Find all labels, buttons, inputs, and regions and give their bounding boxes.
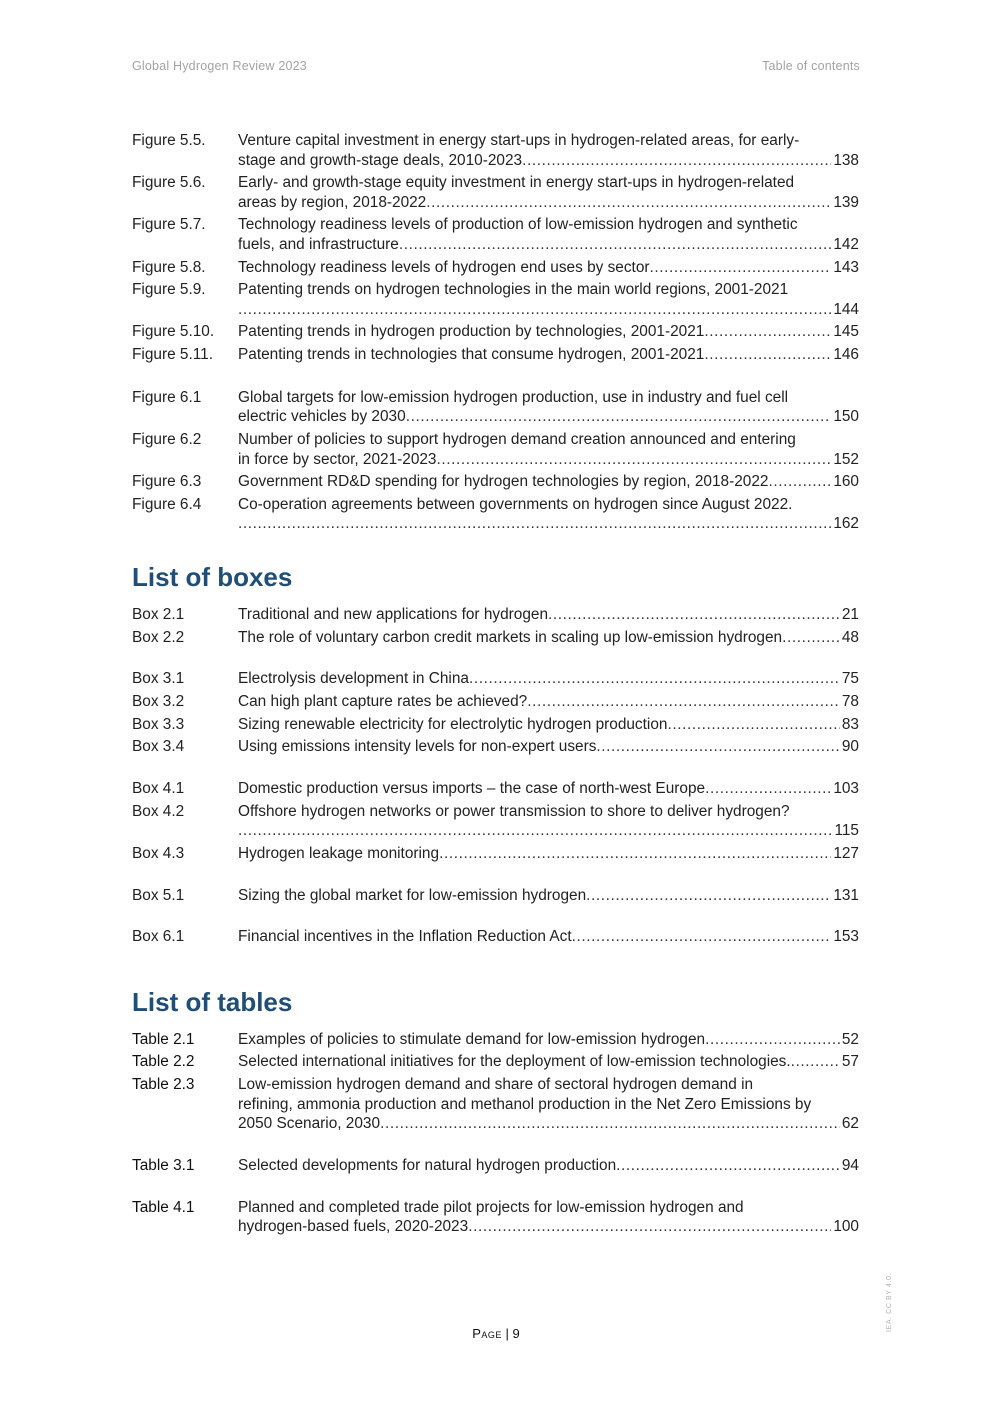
spacer xyxy=(132,1179,859,1198)
toc-entry[interactable] xyxy=(132,802,859,841)
list-of-tables-heading: List of tables xyxy=(132,986,293,1017)
spacer xyxy=(132,867,859,886)
box-group-2 xyxy=(132,605,859,647)
toc-entry[interactable] xyxy=(132,472,859,492)
toc-entry-line: Low-emission hydrogen demand and share of sectoral hydrogen demand in xyxy=(238,1076,754,1094)
toc-entry-label: Box 4.2 xyxy=(132,802,185,820)
toc-entry-title xyxy=(238,692,859,712)
toc-entry-text: Can high plant capture rates be achieved? xyxy=(238,692,528,710)
toc-entry-line: Offshore hydrogen networks or power transmission to shore to deliver hydrogen? xyxy=(238,802,790,820)
toc-entry[interactable] xyxy=(132,280,859,319)
toc-entry-label: Table 3.1 xyxy=(132,1156,195,1174)
dot-leader xyxy=(439,844,831,864)
toc-entry-label: Table 4.1 xyxy=(132,1198,195,1216)
toc-entry-line xyxy=(238,779,859,799)
toc-entry-text: areas by region, 2018-2022 xyxy=(238,193,427,211)
list-of-boxes-heading: List of boxes xyxy=(132,561,293,592)
dot-leader xyxy=(704,345,831,365)
toc-entry-line xyxy=(238,1217,859,1237)
toc-entry-page: 144 xyxy=(833,300,859,318)
toc-entry-line xyxy=(238,669,859,689)
toc-entry-text: Sizing renewable electricity for electrolytic hydrogen production xyxy=(238,715,668,733)
toc-entry-page: 100 xyxy=(833,1218,859,1235)
dot-leader xyxy=(768,472,831,492)
toc-entry-page: 21 xyxy=(841,605,859,623)
toc-entry-label: Box 2.1 xyxy=(132,605,185,623)
toc-entry-text: 2050 Scenario, 2030 xyxy=(238,1115,381,1133)
box-group-4 xyxy=(132,779,859,863)
toc-entry-line xyxy=(238,514,859,534)
toc-entry-page: 145 xyxy=(833,323,859,341)
dot-leader xyxy=(548,605,840,625)
toc-entry-page: 139 xyxy=(833,193,859,211)
toc-entry-page: 150 xyxy=(833,408,859,426)
toc-entry-label: Figure 5.5. xyxy=(132,132,206,149)
toc-entry-title xyxy=(238,131,859,170)
toc-entry-text: Sizing the global market for low-emission hydrogen xyxy=(238,886,587,904)
license-text: IEA. CC BY 4.0. xyxy=(886,1272,893,1332)
toc-entry-text: electric vehicles by 2030 xyxy=(238,408,406,426)
dot-leader xyxy=(616,1156,840,1176)
toc-entry[interactable] xyxy=(132,1075,859,1134)
dot-leader xyxy=(572,927,832,947)
toc-entry-text: hydrogen-based fuels, 2020-2023 xyxy=(238,1218,469,1235)
toc-entry-label: Figure 5.9. xyxy=(132,281,206,299)
dot-leader xyxy=(667,715,839,735)
toc-entry[interactable] xyxy=(132,173,859,212)
toc-entry[interactable] xyxy=(132,715,859,735)
toc-entry-line xyxy=(238,821,859,841)
toc-entry[interactable] xyxy=(132,495,859,534)
toc-entry[interactable] xyxy=(132,1198,859,1237)
toc-entry[interactable] xyxy=(132,927,859,947)
dot-leader xyxy=(586,886,831,906)
toc-entry-page: 142 xyxy=(833,235,859,253)
toc-entry-text: Selected developments for natural hydrogen production xyxy=(238,1156,617,1174)
toc-entry-label: Figure 5.7. xyxy=(132,216,206,234)
toc-entry-label: Figure 5.11. xyxy=(132,346,213,364)
toc-entry-line xyxy=(238,407,859,427)
toc-entry-line xyxy=(238,235,859,255)
toc-entry-label: Box 4.3 xyxy=(132,844,185,862)
toc-entry-title xyxy=(238,927,859,947)
toc-entry[interactable] xyxy=(132,605,859,625)
toc-entry-line: Planned and completed trade pilot projects for low-emission hydrogen and xyxy=(238,1198,744,1216)
dot-leader xyxy=(238,821,832,841)
table-group-3 xyxy=(132,1156,859,1176)
toc-entry[interactable] xyxy=(132,779,859,799)
toc-entry-page: 48 xyxy=(841,628,859,646)
toc-entry-line xyxy=(238,258,859,278)
toc-entry-line xyxy=(238,151,859,171)
toc-entry-page: 103 xyxy=(833,780,859,797)
dot-leader xyxy=(238,514,831,534)
spacer xyxy=(132,650,859,669)
dot-leader xyxy=(469,669,840,689)
toc-entry-line xyxy=(238,1030,859,1050)
toc-entry-text: Traditional and new applications for hydrogen xyxy=(238,605,548,623)
toc-entry-line xyxy=(238,1156,859,1176)
toc-entry-page: 152 xyxy=(833,450,859,468)
toc-entry[interactable] xyxy=(132,1052,859,1072)
toc-entry-text: stage and growth-stage deals, 2010-2023 xyxy=(238,151,523,169)
dot-leader xyxy=(426,193,831,213)
toc-entry-title xyxy=(238,1198,859,1237)
toc-entry-line: Global targets for low-emission hydrogen production, use in industry and fuel cell xyxy=(238,388,789,406)
toc-entry-label: Figure 6.2 xyxy=(132,431,202,448)
running-header-section: Table of contents xyxy=(762,59,860,73)
toc-entry-line xyxy=(238,844,859,864)
toc-entry-line xyxy=(238,1052,859,1072)
toc-entry-text: The role of voluntary carbon credit markets in scaling up low-emission hydrogen xyxy=(238,628,783,646)
dot-leader xyxy=(782,628,840,648)
table-group-4 xyxy=(132,1198,859,1237)
toc-entry-page: 75 xyxy=(841,670,859,688)
toc-entry-title xyxy=(238,605,859,625)
toc-entry-line xyxy=(238,300,859,320)
box-group-6 xyxy=(132,927,859,947)
toc-entry-title xyxy=(238,345,859,365)
toc-entry-line xyxy=(238,345,859,365)
toc-entry-title xyxy=(238,737,859,757)
toc-entry-title xyxy=(238,280,859,319)
dot-leader xyxy=(650,258,832,278)
toc-entry-title xyxy=(238,215,859,254)
spacer xyxy=(132,1137,859,1156)
spacer xyxy=(132,368,859,388)
dot-leader xyxy=(596,737,839,757)
toc-entry-page: 90 xyxy=(841,738,859,756)
dot-leader xyxy=(468,1217,831,1237)
dot-leader xyxy=(380,1114,840,1134)
toc-entry-label: Figure 5.6. xyxy=(132,174,206,192)
toc-entry[interactable] xyxy=(132,886,859,906)
toc-entry-title xyxy=(238,472,859,492)
toc-entry-label: Figure 6.3 xyxy=(132,473,202,491)
toc-entry-page: 160 xyxy=(833,473,859,491)
toc-entry[interactable] xyxy=(132,692,859,712)
toc-entry-page: 94 xyxy=(841,1156,859,1174)
toc-entry-line xyxy=(238,472,859,492)
spacer xyxy=(132,760,859,779)
license-note xyxy=(886,1272,896,1332)
toc-entry-title xyxy=(238,430,859,469)
page-footer xyxy=(0,1326,992,1341)
dot-leader xyxy=(406,407,832,427)
toc-entry-text: Financial incentives in the Inflation Reduction Act xyxy=(238,928,572,946)
toc-entry[interactable] xyxy=(132,430,859,469)
toc-entry[interactable] xyxy=(132,628,859,648)
toc-entry-title xyxy=(238,495,859,534)
toc-entry-title xyxy=(238,715,859,735)
figure-group-5 xyxy=(132,131,859,365)
toc-entry-page: 78 xyxy=(841,692,859,710)
toc-entry-title xyxy=(238,844,859,864)
toc-entry[interactable] xyxy=(132,1156,859,1176)
toc-entry[interactable] xyxy=(132,345,859,365)
toc-entry-line: Number of policies to support hydrogen demand creation announced and entering xyxy=(238,431,796,448)
toc-entry-label: Figure 5.10. xyxy=(132,323,215,341)
dot-leader xyxy=(705,779,831,799)
toc-entry-text: Patenting trends in hydrogen production by technologies, 2001-2021 xyxy=(238,323,705,341)
running-header-title: Global Hydrogen Review 2023 xyxy=(132,59,307,73)
list-of-boxes xyxy=(132,605,859,947)
toc-entry-title xyxy=(238,322,859,342)
toc-entry-title xyxy=(238,669,859,689)
toc-entry[interactable] xyxy=(132,669,859,689)
box-group-5 xyxy=(132,886,859,906)
toc-entry-page: 143 xyxy=(833,258,859,276)
toc-entry-title xyxy=(238,1052,859,1072)
toc-entry-title xyxy=(238,173,859,212)
toc-entry-page: 131 xyxy=(833,886,859,904)
dot-leader xyxy=(791,1052,840,1072)
toc-entry-text: Selected international initiatives for the deployment of low-emission technologies. xyxy=(238,1053,791,1071)
toc-entry-page: 57 xyxy=(841,1053,859,1071)
toc-entry-line xyxy=(238,692,859,712)
toc-entry-label: Box 5.1 xyxy=(132,886,185,904)
toc-entry-text: Technology readiness levels of hydrogen end uses by sector xyxy=(238,258,650,276)
toc-entry-line xyxy=(238,715,859,735)
toc-entry-line: Early- and growth-stage equity investment in energy start-ups in hydrogen-related xyxy=(238,174,795,192)
toc-entry-label: Box 2.2 xyxy=(132,628,185,646)
toc-entry-title xyxy=(238,1075,859,1134)
toc-entry-label: Box 3.3 xyxy=(132,715,185,733)
toc-entry-page: 62 xyxy=(841,1115,859,1133)
toc-entry-line xyxy=(238,927,859,947)
toc-entry-line: Patenting trends on hydrogen technologies in the main world regions, 2001-2021 xyxy=(238,281,789,299)
toc-entry-text: Examples of policies to stimulate demand for low-emission hydrogen xyxy=(238,1030,706,1048)
toc-entry-text: Hydrogen leakage monitoring xyxy=(238,844,440,862)
toc-entry-line xyxy=(238,737,859,757)
toc-entry-title xyxy=(238,628,859,648)
toc-entry-line: refining, ammonia production and methanol production in the Net Zero Emissions by xyxy=(238,1095,812,1113)
toc-entry[interactable] xyxy=(132,215,859,254)
toc-entry-label: Table 2.2 xyxy=(132,1053,195,1071)
toc-entry-page: 153 xyxy=(833,928,859,946)
toc-entry[interactable] xyxy=(132,258,859,278)
toc-entry-page: 115 xyxy=(834,822,859,840)
toc-entry[interactable] xyxy=(132,844,859,864)
toc-entry-title xyxy=(238,802,859,841)
toc-entry-page: 162 xyxy=(833,515,859,533)
toc-entry-title xyxy=(238,258,859,278)
toc-entry-text: Electrolysis development in China xyxy=(238,670,469,688)
dot-leader xyxy=(705,1030,840,1050)
toc-entry-title xyxy=(238,1156,859,1176)
toc-entry-line xyxy=(238,450,859,470)
toc-entry-title xyxy=(238,779,859,799)
toc-entry[interactable] xyxy=(132,388,859,427)
toc-entry-line xyxy=(238,628,859,648)
table-group-2 xyxy=(132,1030,859,1134)
toc-entry-text: Domestic production versus imports – the case of north-west Europe xyxy=(238,780,706,797)
toc-entry-label: Box 3.4 xyxy=(132,738,185,756)
toc-entry-page: 83 xyxy=(841,715,859,733)
toc-content xyxy=(132,131,859,1240)
toc-entry-label: Table 2.1 xyxy=(132,1030,195,1048)
toc-entry-line xyxy=(238,605,859,625)
toc-entry-page: 146 xyxy=(833,346,859,364)
toc-entry[interactable] xyxy=(132,1030,859,1050)
dot-leader xyxy=(704,322,831,342)
figure-group-6 xyxy=(132,388,859,534)
dot-leader xyxy=(437,450,832,470)
toc-entry-label: Box 4.1 xyxy=(132,780,185,797)
toc-entry-title xyxy=(238,886,859,906)
page-label: Page xyxy=(472,1326,502,1341)
toc-entry-text: Patenting trends in technologies that consume hydrogen, 2001-2021 xyxy=(238,346,705,364)
toc-entry-label: Box 3.1 xyxy=(132,670,185,688)
toc-entry-line xyxy=(238,322,859,342)
toc-entry-text: in force by sector, 2021-2023 xyxy=(238,450,437,468)
box-group-3 xyxy=(132,669,859,757)
dot-leader xyxy=(399,235,831,255)
toc-entry[interactable] xyxy=(132,131,859,170)
toc-entry-page: 52 xyxy=(841,1030,859,1048)
toc-entry-label: Figure 6.4 xyxy=(132,495,202,513)
dot-leader xyxy=(238,300,831,320)
toc-entry-line xyxy=(238,193,859,213)
toc-entry-page: 127 xyxy=(833,844,859,862)
toc-entry-text: fuels, and infrastructure xyxy=(238,235,399,253)
toc-entry-text: Using emissions intensity levels for non-expert users xyxy=(238,738,597,756)
toc-entry-label: Table 2.3 xyxy=(132,1076,195,1094)
page-separator: | xyxy=(505,1326,509,1341)
dot-leader xyxy=(527,692,840,712)
dot-leader xyxy=(522,151,831,171)
toc-entry-page: 138 xyxy=(833,151,859,169)
toc-entry-line: Venture capital investment in energy start-ups in hydrogen-related areas, for early- xyxy=(238,132,800,149)
toc-entry-line: Technology readiness levels of production of low-emission hydrogen and synthetic xyxy=(238,216,798,234)
page-number: 9 xyxy=(512,1326,520,1341)
toc-entry-label: Box 3.2 xyxy=(132,692,185,710)
toc-entry[interactable] xyxy=(132,737,859,757)
toc-entry-line xyxy=(238,1114,859,1134)
toc-entry-label: Figure 6.1 xyxy=(132,388,202,406)
toc-entry[interactable] xyxy=(132,322,859,342)
list-of-tables xyxy=(132,1030,859,1237)
toc-entry-title xyxy=(238,1030,859,1050)
toc-entry-line: Co-operation agreements between governments on hydrogen since August 2022. xyxy=(238,495,793,513)
toc-entry-label: Box 6.1 xyxy=(132,928,185,946)
toc-entry-text: Government RD&D spending for hydrogen technologies by region, 2018-2022 xyxy=(238,473,769,491)
toc-entry-label: Figure 5.8. xyxy=(132,258,206,276)
toc-entry-title xyxy=(238,388,859,427)
spacer xyxy=(132,908,859,927)
list-of-figures xyxy=(132,131,859,534)
toc-entry-line xyxy=(238,886,859,906)
